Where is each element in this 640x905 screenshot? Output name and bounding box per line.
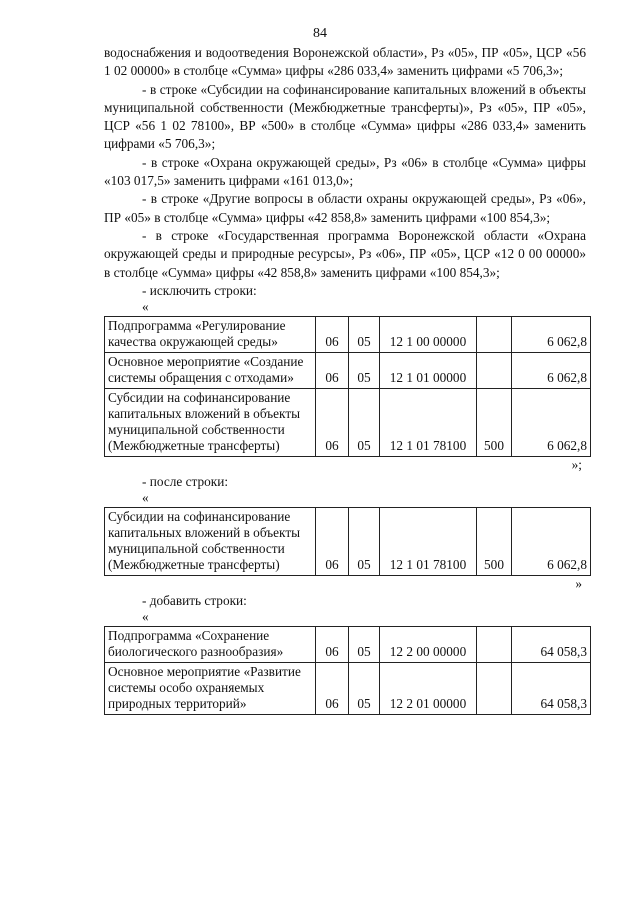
paragraph: - в строке «Государственная программа Воронежской области «Охрана окружающей среды и природные ресурсы», Рз «06», ПР «05», ЦСР «12 0 00 00000» в столбце «Сумма» цифры «42 858,8» заменить цифрами «100 854,3»;: [104, 227, 586, 280]
table-row: [105, 507, 591, 575]
cell-csr: 12 1 01 00000: [380, 352, 477, 388]
cell-vr: [477, 662, 512, 714]
document-body: [104, 44, 586, 715]
row-name: Подпрограмма «Сохранение биологического разнообразия»: [105, 626, 316, 662]
paragraph: водоснабжения и водоотведения Воронежской области», Рз «05», ПР «05», ЦСР «56 1 02 00000» в столбце «Сумма» цифры «286 033,4» заменить цифрами «5 706,3»;: [104, 45, 586, 79]
table-row: [105, 662, 591, 714]
cell-rz: 06: [316, 316, 349, 352]
cell-csr: 12 2 00 00000: [380, 626, 477, 662]
cell-pr: 05: [349, 316, 380, 352]
table-row: [105, 626, 591, 662]
cell-vr: [477, 352, 512, 388]
row-name: Основное мероприятие «Создание системы обращения с отходами»: [105, 352, 316, 388]
exclude-label: - исключить строки:: [142, 282, 257, 298]
add-table: [104, 626, 591, 715]
cell-sum: 64 058,3: [512, 662, 591, 714]
cell-pr: 05: [349, 507, 380, 575]
cell-csr: 12 2 01 00000: [380, 662, 477, 714]
cell-csr: 12 1 00 00000: [380, 316, 477, 352]
cell-sum: 6 062,8: [512, 388, 591, 456]
table-row: [105, 316, 591, 352]
table-row: [105, 352, 591, 388]
row-name: Подпрограмма «Регулирование качества окружающей среды»: [105, 316, 316, 352]
row-name: Основное мероприятие «Развитие системы особо охраняемых природных территорий»: [105, 662, 316, 714]
cell-pr: 05: [349, 388, 380, 456]
cell-vr: 500: [477, 388, 512, 456]
table-row: [105, 388, 591, 456]
cell-sum: 64 058,3: [512, 626, 591, 662]
cell-rz: 06: [316, 352, 349, 388]
cell-rz: 06: [316, 388, 349, 456]
add-label: - добавить строки:: [142, 592, 247, 608]
row-name: Субсидии на софинансирование капитальных вложений в объекты муниципальной собственности (Межбюджетные трансферты): [105, 507, 316, 575]
paragraph: - в строке «Субсидии на софинансирование капитальных вложений в объекты муниципальной собственности (Межбюджетные трансферты)», Рз «05», ПР «05», ЦСР «56 1 02 78100», ВР «500» в столбце «Сумма» цифры «286 033,4» заменить цифрами «5 706,3»;: [104, 81, 586, 152]
cell-rz: 06: [316, 662, 349, 714]
quote-open: «: [142, 298, 149, 314]
cell-pr: 05: [349, 662, 380, 714]
after-label: - после строки:: [142, 473, 229, 489]
cell-pr: 05: [349, 626, 380, 662]
cell-rz: 06: [316, 507, 349, 575]
cell-vr: [477, 316, 512, 352]
cell-csr: 12 1 01 78100: [380, 388, 477, 456]
cell-vr: [477, 626, 512, 662]
quote-open: «: [142, 608, 149, 624]
cell-sum: 6 062,8: [512, 507, 591, 575]
cell-csr: 12 1 01 78100: [380, 507, 477, 575]
row-name: Субсидии на софинансирование капитальных вложений в объекты муниципальной собственности (Межбюджетные трансферты): [105, 388, 316, 456]
cell-sum: 6 062,8: [512, 316, 591, 352]
paragraph: - в строке «Другие вопросы в области охраны окружающей среды», Рз «06», ПР «05» в столбце «Сумма» цифры «42 858,8» заменить цифрами «100 854,3»;: [104, 191, 586, 225]
page-number: 84: [313, 26, 327, 41]
paragraph: - в строке «Охрана окружающей среды», Рз «06» в столбце «Сумма» цифры «103 017,5» заменить цифрами «161 013,0»;: [104, 154, 586, 189]
quote-close: »: [575, 575, 582, 591]
quote-open: «: [142, 489, 149, 505]
after-table: [104, 507, 591, 576]
quote-close: »;: [571, 456, 582, 472]
cell-pr: 05: [349, 352, 380, 388]
exclude-table: [104, 316, 591, 457]
cell-vr: 500: [477, 507, 512, 575]
cell-sum: 6 062,8: [512, 352, 591, 388]
cell-rz: 06: [316, 626, 349, 662]
